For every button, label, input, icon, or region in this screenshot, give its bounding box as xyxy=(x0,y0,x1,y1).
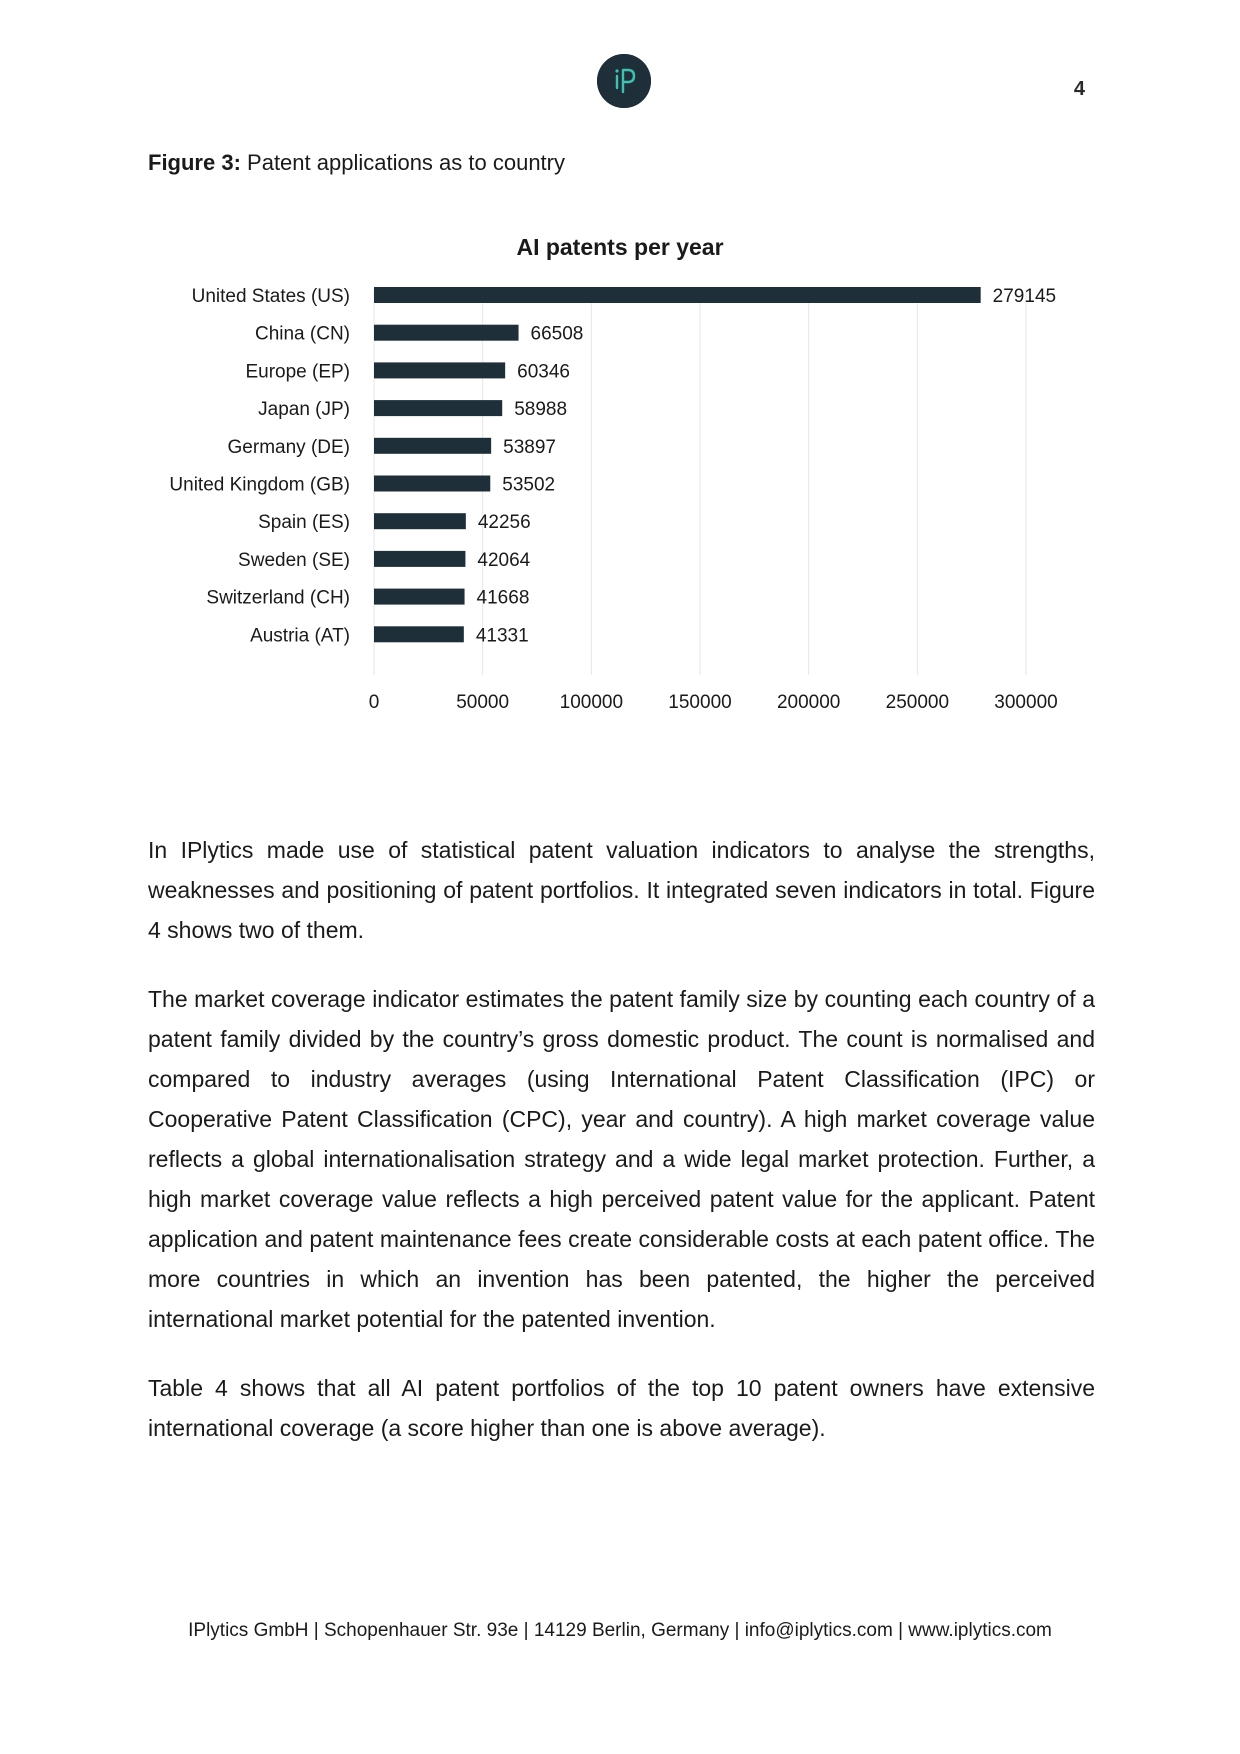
category-label: Europe (EP) xyxy=(245,361,350,383)
category-label: Germany (DE) xyxy=(227,436,350,458)
chart-x-ticks xyxy=(369,692,1058,713)
value-label: 41668 xyxy=(476,587,530,609)
category-label: Austria (AT) xyxy=(250,625,350,647)
category-label: United Kingdom (GB) xyxy=(169,474,350,496)
chart-svg xyxy=(0,220,1240,740)
x-tick-label: 250000 xyxy=(885,692,950,713)
x-tick-label: 50000 xyxy=(456,692,510,713)
bar xyxy=(374,626,464,642)
bar xyxy=(374,438,491,454)
value-label: 279145 xyxy=(992,286,1057,307)
category-label: Spain (ES) xyxy=(258,512,350,534)
value-label: 42256 xyxy=(477,512,531,534)
x-tick-label: 200000 xyxy=(776,692,841,713)
paragraph: Table 4 shows that all AI patent portfolios of the top 10 patent owners have extensive international coverage (a score higher than one is above average). xyxy=(148,1375,1095,1441)
value-label: 53502 xyxy=(502,474,556,496)
value-label: 41331 xyxy=(475,625,529,647)
figure-caption-text: Patent applications as to country xyxy=(247,150,565,175)
logo-mark-icon xyxy=(597,54,651,108)
bar xyxy=(374,287,981,303)
category-label: United States (US) xyxy=(191,286,350,307)
value-label: 42064 xyxy=(477,549,531,571)
figure-label: Figure 3: xyxy=(148,150,241,175)
bar xyxy=(374,325,519,341)
bar xyxy=(374,513,466,529)
category-label: Switzerland (CH) xyxy=(206,587,350,609)
chart-title: AI patents per year xyxy=(516,234,724,260)
bar xyxy=(374,476,490,492)
x-tick-label: 100000 xyxy=(559,692,624,713)
x-tick-label: 0 xyxy=(368,692,380,713)
category-label: China (CN) xyxy=(254,323,350,345)
value-label: 60346 xyxy=(517,361,570,383)
category-label: Sweden (SE) xyxy=(238,549,350,571)
value-label: 58988 xyxy=(514,399,568,421)
chart-bars xyxy=(374,287,981,642)
x-tick-label: 150000 xyxy=(668,692,732,713)
paragraph: The market coverage indicator estimates the patent family size by counting each country of a patent family divided by the country’s gross domestic product. The count is normalised and compared to industry averages (using International Patent Classification (IPC) or Cooperative Patent Classification (CPC), year and country). A high market coverage value reflects a global internationalisation strategy and a wide legal market protection. Further, a high market coverage value reflects a high perceived patent value for the applicant. Patent application and patent maintenance fees create considerable costs at each patent office. The more countries in which an invention has been patented, the higher the perceived international market potential for the patented invention. xyxy=(148,986,1095,1332)
bar xyxy=(374,551,465,567)
value-label: 53897 xyxy=(503,436,556,458)
value-label: 66508 xyxy=(530,323,584,345)
ai-patents-chart xyxy=(0,220,1240,740)
figure-caption xyxy=(148,150,565,176)
iplytics-logo xyxy=(597,54,651,108)
page-number: 4 xyxy=(1073,78,1085,100)
bar xyxy=(374,589,465,605)
page-footer: IPlytics GmbH | Schopenhauer Str. 93e | 14129 Berlin, Germany | info@iplytics.com | www.iplytics.com xyxy=(188,1620,1052,1641)
body-text xyxy=(148,830,1095,1477)
category-label: Japan (JP) xyxy=(258,399,350,421)
chart-value-labels xyxy=(476,286,1056,646)
paragraph: In IPlytics made use of statistical patent valuation indicators to analyse the strengths, weaknesses and positioning of patent portfolios. It integrated seven indicators in total. Figure 4 shows two of them. xyxy=(148,837,1095,943)
chart-category-labels xyxy=(169,286,350,646)
bar xyxy=(374,400,502,416)
bar xyxy=(374,362,505,378)
x-tick-label: 300000 xyxy=(994,692,1058,713)
